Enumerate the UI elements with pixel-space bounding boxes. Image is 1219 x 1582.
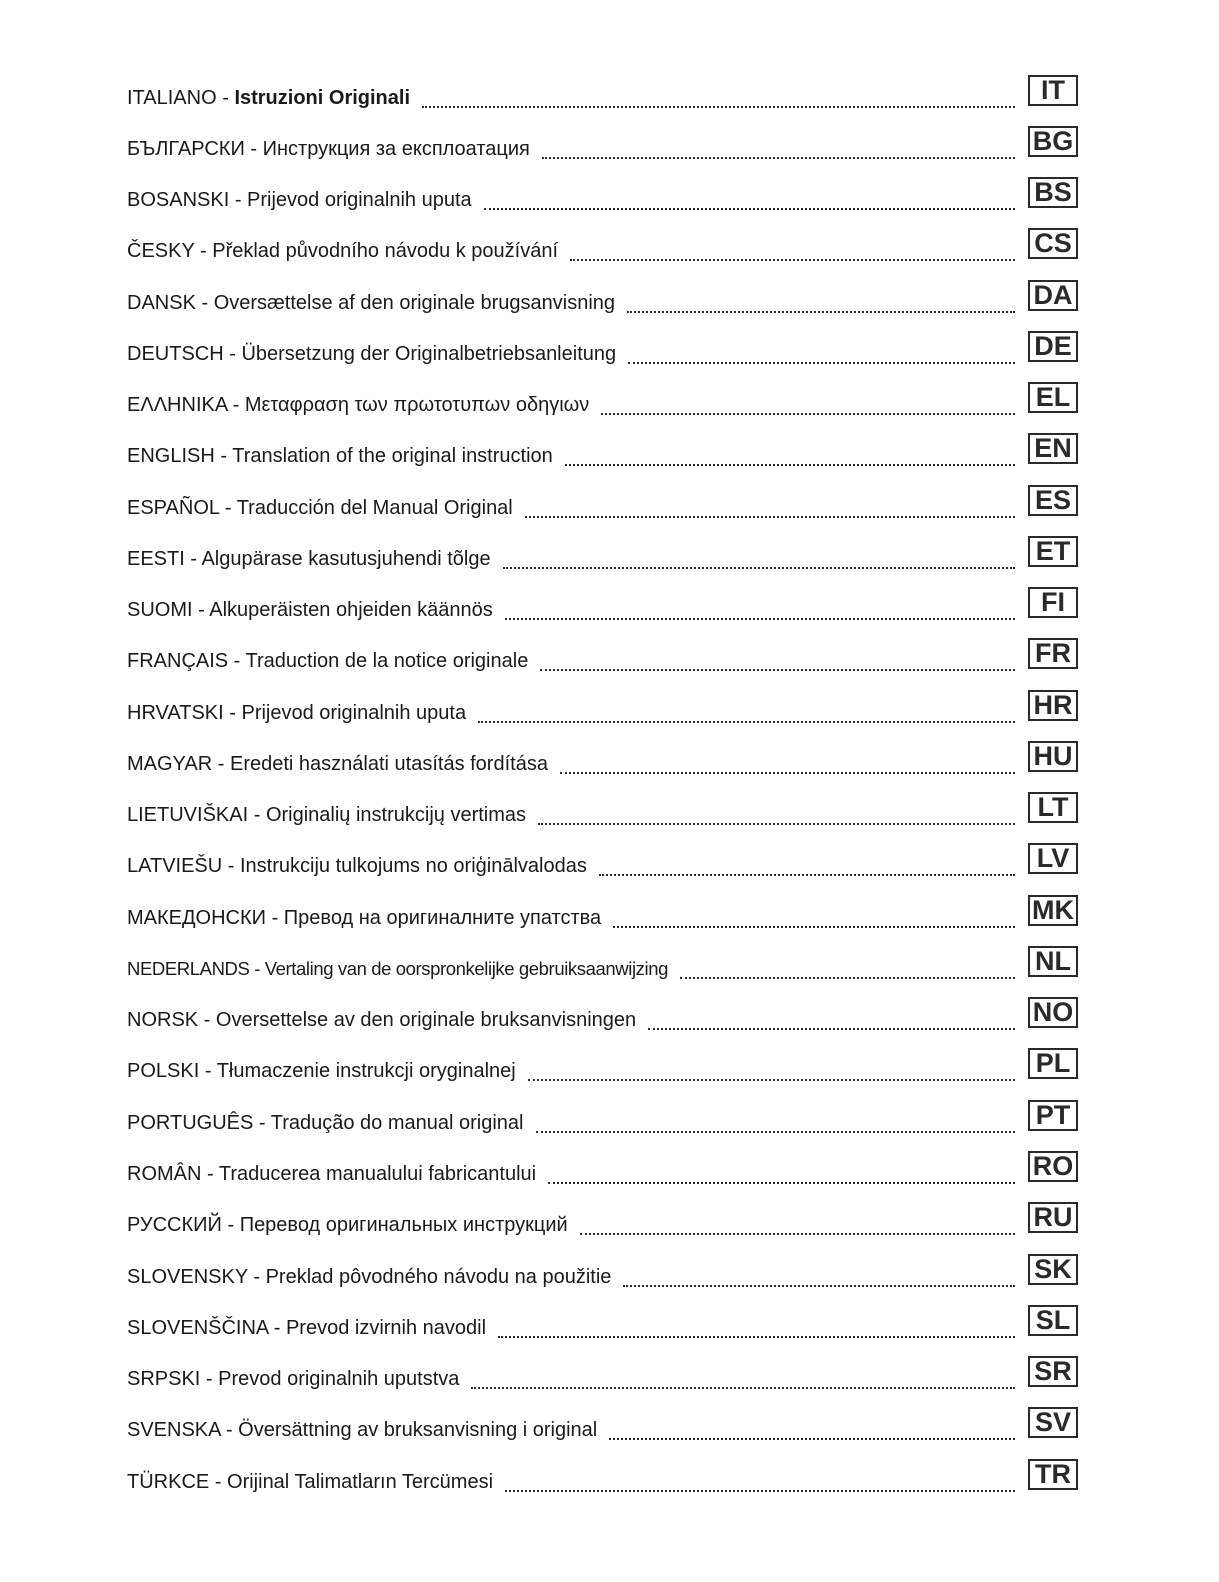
language-row-cs[interactable] [127,228,1081,264]
manual-title: Translation of the original instruction [232,445,553,467]
separator: - [200,1368,219,1390]
entry-line [127,843,1015,879]
language-row-en[interactable] [127,433,1081,469]
dot-leader [422,86,1015,108]
language-row-bs[interactable] [127,177,1081,213]
language-name: ΕΛΛΗΝΙΚΑ [127,394,228,416]
language-row-mk[interactable] [127,895,1081,931]
manual-title: Перевод оригинальных инструкций [239,1214,568,1236]
language-row-sv[interactable] [127,1407,1081,1443]
language-code-badge: NL [1028,946,1078,977]
language-name: DANSK [127,292,196,314]
language-code-badge: ES [1028,485,1078,516]
separator: - [219,497,237,519]
manual-title: Инструкция за експлоатация [262,138,530,160]
language-name: SLOVENŠČINA [127,1317,269,1339]
separator: - [212,753,230,775]
entry-line [127,433,1015,469]
separator: - [227,394,245,416]
entry-line [127,177,1015,213]
dot-leader [565,444,1015,466]
language-code-badge: LV [1028,843,1078,874]
language-code-badge: PL [1028,1048,1078,1079]
language-name: ITALIANO [127,87,217,109]
entry-line [127,638,1015,674]
separator: - [268,1317,286,1339]
entry-line [127,690,1015,726]
separator: - [229,189,248,211]
language-row-hr[interactable] [127,690,1081,726]
language-code-badge: SR [1028,1356,1078,1387]
entry-line [127,792,1015,828]
language-row-da[interactable] [127,280,1081,316]
manual-title: Vertaling van de oorspronkelijke gebruiksaanwijzing [264,958,668,979]
language-name: NEDERLANDS [127,958,250,979]
dot-leader [503,547,1015,569]
entry-line [127,1459,1015,1495]
language-name: ESPAÑOL [127,497,220,519]
language-row-de[interactable] [127,331,1081,367]
entry-line [127,382,1015,418]
dot-leader [505,1470,1015,1492]
language-row-ro[interactable] [127,1151,1081,1187]
separator: - [228,650,246,672]
language-name: SVENSKA [127,1419,221,1441]
separator: - [195,292,214,314]
language-row-sl[interactable] [127,1305,1081,1341]
language-name: POLSKI [127,1060,200,1082]
separator: - [247,1266,266,1288]
manual-title: Prevod izvirnih navodil [285,1317,487,1339]
manual-title: Traduction de la notice originale [245,650,529,672]
entry-line [127,1356,1015,1392]
language-row-tr[interactable] [127,1459,1081,1495]
language-code-badge: IT [1028,75,1078,106]
language-row-pl[interactable] [127,1048,1081,1084]
entry-line [127,946,1015,982]
entry-line [127,536,1015,572]
language-row-hu[interactable] [127,741,1081,777]
language-name: SRPSKI [127,1368,201,1390]
manual-title: Prevod originalnih uputstva [218,1368,460,1390]
separator: - [220,1419,239,1441]
manual-title: Alkuperäisten ohjeiden käännös [209,599,493,621]
entry-line [127,895,1015,931]
language-row-no[interactable] [127,997,1081,1033]
dot-leader [580,1213,1015,1235]
language-row-sk[interactable] [127,1254,1081,1290]
language-name: БЪЛГАРСКИ [127,138,245,160]
manual-title: Prijevod originalnih uputa [241,702,467,724]
language-row-ru[interactable] [127,1202,1081,1238]
manual-title: Eredeti használati utasítás fordítása [229,753,548,775]
language-code-badge: TR [1028,1459,1078,1490]
separator: - [249,958,265,979]
language-code-badge: CS [1028,228,1078,259]
language-code-badge: EL [1028,382,1078,413]
language-code-badge: BG [1028,126,1078,157]
manual-title: Tradução do manual original [270,1112,524,1134]
entry-line [127,485,1015,521]
language-code-badge: NO [1028,997,1078,1028]
language-row-pt[interactable] [127,1100,1081,1136]
language-name: TÜRKCE [127,1471,210,1493]
language-name: РУССКИЙ [127,1214,222,1236]
language-row-it[interactable] [127,75,1081,111]
language-code-badge: RU [1028,1202,1078,1233]
entry-line [127,1100,1015,1136]
language-code-badge: SV [1028,1407,1078,1438]
entry-line [127,1305,1015,1341]
separator: - [199,1060,217,1082]
language-code-badge: DA [1028,280,1078,311]
dot-leader [525,496,1015,518]
language-row-lt[interactable] [127,792,1081,828]
separator: - [248,804,266,826]
dot-leader [505,598,1015,620]
language-name: PORTUGUÊS [127,1112,254,1134]
language-row-lv[interactable] [127,843,1081,879]
dot-leader [548,1162,1015,1184]
language-name: SLOVENSKY [127,1266,248,1288]
dot-leader [560,752,1015,774]
manual-title: Prijevod originalnih uputa [247,189,472,211]
language-name: FRANÇAIS [127,650,229,672]
separator: - [223,702,242,724]
separator: - [216,87,235,109]
manual-title: Instrukciju tulkojums no oriģinālvalodas [240,855,587,877]
dot-leader [484,188,1015,210]
language-code-badge: FR [1028,638,1078,669]
manual-title: Preklad pôvodného návodu na použitie [265,1266,612,1288]
separator: - [253,1112,271,1134]
language-row-sr[interactable] [127,1356,1081,1392]
manual-title: Översättning av bruksanvisning i original [238,1419,598,1441]
separator: - [194,240,213,262]
dot-leader [538,803,1015,825]
language-name: ČESKY [127,240,195,262]
dot-leader [498,1316,1015,1338]
dot-leader [627,291,1015,313]
language-name: HRVATSKI [127,702,224,724]
manual-title: Traducción del Manual Original [236,497,513,519]
dot-leader [528,1059,1015,1081]
dot-leader [680,957,1015,979]
separator: - [184,548,202,570]
entry-line [127,75,1015,111]
language-row-es[interactable] [127,485,1081,521]
language-name: LIETUVIŠKAI [127,804,249,826]
entry-line [127,126,1015,162]
language-name: MAGYAR [127,753,213,775]
entry-line [127,1407,1015,1443]
separator: - [244,138,263,160]
language-code-badge: HU [1028,741,1078,772]
manual-title: Istruzioni Originali [234,87,411,109]
dot-leader [609,1418,1015,1440]
dot-leader [478,701,1015,723]
entry-line [127,280,1015,316]
dot-leader [536,1111,1016,1133]
separator: - [223,343,242,365]
language-name: EESTI [127,548,185,570]
manual-title: Originalių instrukcijų vertimas [265,804,527,826]
language-row-nl[interactable] [127,946,1081,982]
separator: - [198,1009,216,1031]
entry-line [127,587,1015,623]
language-code-badge: PT [1028,1100,1078,1131]
language-code-badge: FI [1028,587,1078,618]
language-code-badge: MK [1028,895,1078,926]
dot-leader [542,137,1015,159]
entry-line [127,1254,1015,1290]
separator: - [201,1163,219,1185]
separator: - [209,1471,228,1493]
entry-line [127,1048,1015,1084]
separator: - [266,907,284,929]
dot-leader [601,393,1015,415]
language-name: МАКЕДОНСКИ [127,907,267,929]
separator: - [221,1214,240,1236]
separator: - [192,599,210,621]
language-name: ROMÂN [127,1163,202,1185]
manual-title: Übersetzung der Originalbetriebsanleitung [241,343,617,365]
language-row-et[interactable] [127,536,1081,572]
dot-leader [623,1265,1015,1287]
dot-leader [540,649,1015,671]
separator: - [222,855,240,877]
dot-leader [599,854,1015,876]
language-code-badge: EN [1028,433,1078,464]
manual-title: Превод на оригиналните упатства [283,907,602,929]
language-code-badge: RO [1028,1151,1078,1182]
dot-leader [471,1367,1015,1389]
language-code-badge: LT [1028,792,1078,823]
language-row-bg[interactable] [127,126,1081,162]
language-name: NORSK [127,1009,199,1031]
language-code-badge: ET [1028,536,1078,567]
language-name: BOSANSKI [127,189,230,211]
entry-line [127,1151,1015,1187]
language-row-fr[interactable] [127,638,1081,674]
manual-title: Orijinal Talimatların Tercümesi [227,1471,494,1493]
manual-title: Oversettelse av den originale bruksanvisningen [215,1009,637,1031]
language-row-fi[interactable] [127,587,1081,623]
language-name: ENGLISH [127,445,215,467]
entry-line [127,741,1015,777]
dot-leader [628,342,1015,364]
manual-title: Překlad původního návodu k používání [212,240,559,262]
language-code-badge: SK [1028,1254,1078,1285]
manual-title: Traducerea manualului fabricantului [218,1163,537,1185]
language-code-badge: DE [1028,331,1078,362]
language-name: LATVIEŠU [127,855,223,877]
dot-leader [613,906,1015,928]
manual-title: Oversættelse af den originale brugsanvisning [213,292,616,314]
manual-title: Μεταφραση των πρωτοτυπων οδηγιων [244,394,590,416]
dot-leader [648,1008,1015,1030]
manual-title: Tłumaczenie instrukcji oryginalnej [216,1060,516,1082]
dot-leader [570,239,1015,261]
language-name: SUOMI [127,599,193,621]
language-name: DEUTSCH [127,343,224,365]
entry-line [127,331,1015,367]
language-code-badge: HR [1028,690,1078,721]
separator: - [214,445,233,467]
entry-line [127,1202,1015,1238]
entry-line [127,228,1015,264]
language-row-el[interactable] [127,382,1081,418]
language-code-badge: SL [1028,1305,1078,1336]
entry-line [127,997,1015,1033]
language-code-badge: BS [1028,177,1078,208]
manual-title: Algupärase kasutusjuhendi tõlge [201,548,491,570]
